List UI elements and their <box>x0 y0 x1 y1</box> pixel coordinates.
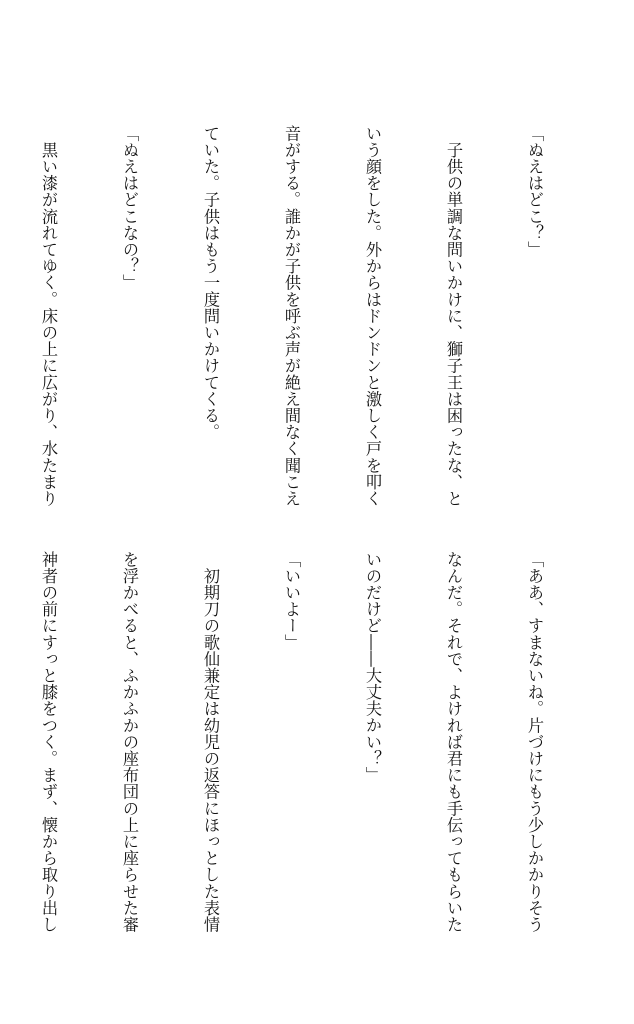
text-line: 「ああ、すまないね。片づけにもう少しかかりそう <box>525 551 544 933</box>
text-line: いう顔をした。外からはドンドンと激しく戸を叩く <box>363 125 382 507</box>
text-line: 子供の単調な問いかけに、獅子王は困ったな、と <box>444 125 463 507</box>
upper-text-block <box>0 125 602 525</box>
text-line: 「いいよー」 <box>282 551 301 651</box>
text-line: 「ぬえはどこ？」 <box>525 125 544 258</box>
text-line: を浮かべると、ふかふかの座布団の上に座らせた審 <box>120 551 139 933</box>
text-line: なんだ。それで、よければ君にも手伝ってもらいた <box>444 551 463 933</box>
lower-text-block <box>0 551 602 956</box>
text-line: ていた。子供はもう一度問いかけてくる。 <box>201 125 220 441</box>
text-line: いのだけど――大丈夫かい？」 <box>363 551 382 784</box>
text-line: 黒い漆が流れてゆく。床の上に広がり、水たまり <box>39 125 58 507</box>
text-line: 初期刀の歌仙兼定は幼児の返答にほっとした表情 <box>201 551 220 933</box>
text-line: 神者の前にすっと膝をつく。まず、懐から取り出し <box>39 551 58 933</box>
text-line: 音がする。誰かが子供を呼ぶ声が絶え間なく聞こえ <box>282 125 301 507</box>
text-line: 「ぬえはどこなの？」 <box>120 125 139 291</box>
